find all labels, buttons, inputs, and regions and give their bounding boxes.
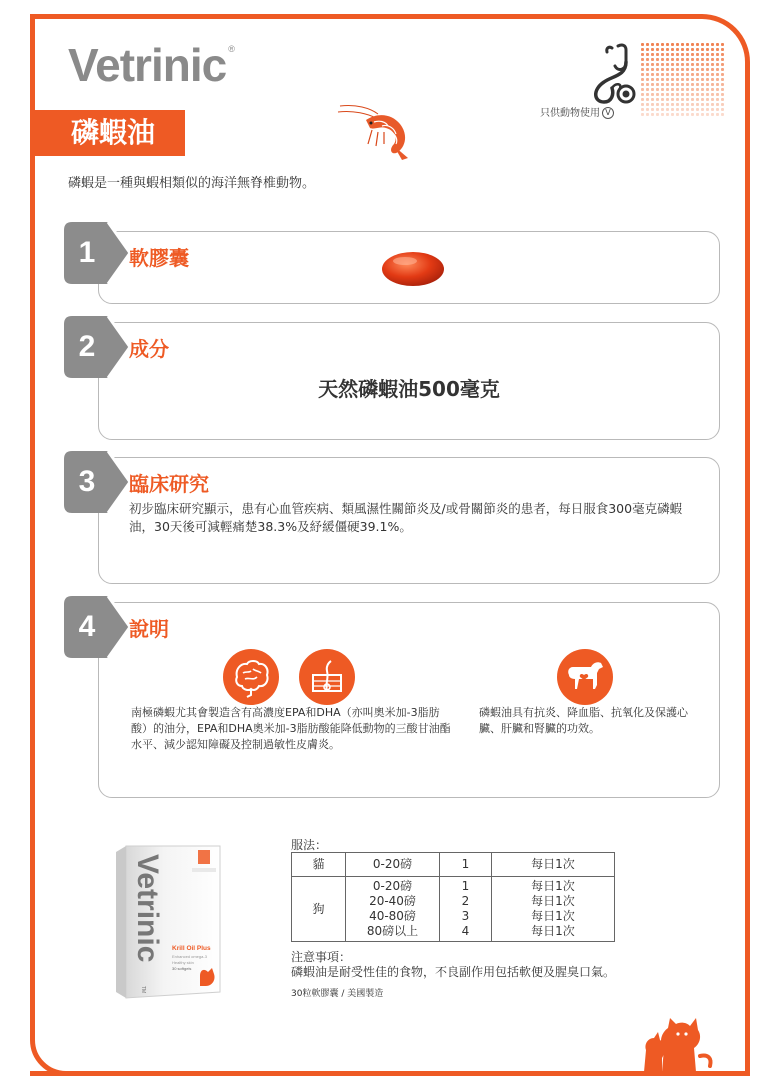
table-cell: 1 2 3 4 bbox=[439, 876, 491, 942]
section-ingredients bbox=[98, 322, 720, 440]
table-cell: 貓 bbox=[291, 852, 345, 876]
section-clinical-study bbox=[98, 457, 720, 584]
brain-icon bbox=[223, 649, 279, 705]
vet-badge-icon: V bbox=[602, 107, 614, 119]
description-right-text: 磷蝦油具有抗炎、降血脂、抗氧化及保護心臟、肝臟和腎臟的功效。 bbox=[479, 706, 688, 735]
table-row bbox=[291, 876, 615, 942]
box-sub-text: Enhanced omega-3 bbox=[172, 954, 207, 959]
box-brand-text: Vetrinic bbox=[131, 854, 164, 963]
stethoscope-icon bbox=[582, 42, 638, 108]
ingredient-text: 天然磷蝦油500毫克 bbox=[318, 377, 500, 401]
vet-use-only-label: 只供動物使用 V bbox=[540, 104, 614, 119]
table-cell: 每日1次 每日1次 每日1次 每日1次 bbox=[491, 876, 615, 942]
dosage-label: 服法： bbox=[291, 838, 328, 852]
table-cell: 1 bbox=[439, 852, 491, 876]
notes bbox=[291, 950, 615, 980]
table-cell: 0-20磅 20-40磅 40-80磅 80磅以上 bbox=[345, 876, 439, 942]
cat-dog-icon bbox=[640, 1000, 716, 1072]
dog-heart-icon bbox=[557, 649, 613, 705]
section-description bbox=[98, 602, 720, 798]
notes-text: 磷蝦油是耐受性佳的食物，不良副作用包括軟便及腥臭口氣。 bbox=[291, 965, 616, 979]
table-cell: 狗 bbox=[291, 876, 345, 942]
box-product-name: Krill Oil Plus bbox=[172, 945, 211, 952]
table-cell: 每日1次 bbox=[491, 852, 615, 876]
step-number-2: 2 bbox=[64, 316, 130, 378]
softgel-capsule-image bbox=[381, 248, 445, 288]
box-count-text: 30 softgels bbox=[172, 966, 192, 971]
skin-icon bbox=[299, 649, 355, 705]
shrimp-icon bbox=[336, 100, 414, 162]
dot-grid-decoration bbox=[640, 42, 726, 118]
section-title: 軟膠囊 bbox=[129, 246, 189, 270]
step-number-3: 3 bbox=[64, 451, 130, 513]
box-extra-text: Healthy skin bbox=[172, 960, 194, 965]
notes-label: 注意事項： bbox=[291, 950, 352, 964]
brand-logo: Vetrinic ® bbox=[68, 39, 234, 91]
box-tm-text: TM bbox=[140, 986, 146, 994]
product-title: 磷蝦油 bbox=[35, 110, 185, 156]
dosage-table bbox=[291, 852, 615, 942]
description-left-text: 南極磷蝦尤其會製造含有高濃度EPA和DHA（亦叫奧米加-3脂肪酸）的油分，EPA和DHA奧米加-3脂肪酸能降低動物的三酸甘油酯水平、減少認知障礙及控制過敏性皮膚炎。 bbox=[131, 706, 451, 751]
clinical-study-text: 初步臨床研究顯示，患有心血管疾病、類風濕性關節炎及/或骨關節炎的患者，每日服食300毫克磷蝦油，30天後可減輕痛楚38.3%及紓緩僵硬39.1%。 bbox=[129, 501, 683, 534]
step-number-4: 4 bbox=[64, 596, 130, 658]
table-cell: 0-20磅 bbox=[345, 852, 439, 876]
product-intro: 磷蝦是一種與蝦相類似的海洋無脊椎動物。 bbox=[68, 176, 316, 191]
section-softgel bbox=[98, 231, 720, 304]
section-title: 成分 bbox=[129, 337, 169, 361]
section-title: 臨床研究 bbox=[129, 472, 209, 496]
section-title: 說明 bbox=[129, 617, 169, 641]
step-number-1: 1 bbox=[64, 222, 130, 284]
pack-info: 30粒軟膠囊 / 美國製造 bbox=[291, 989, 384, 999]
table-row bbox=[291, 852, 615, 876]
product-box-image bbox=[112, 842, 222, 1000]
